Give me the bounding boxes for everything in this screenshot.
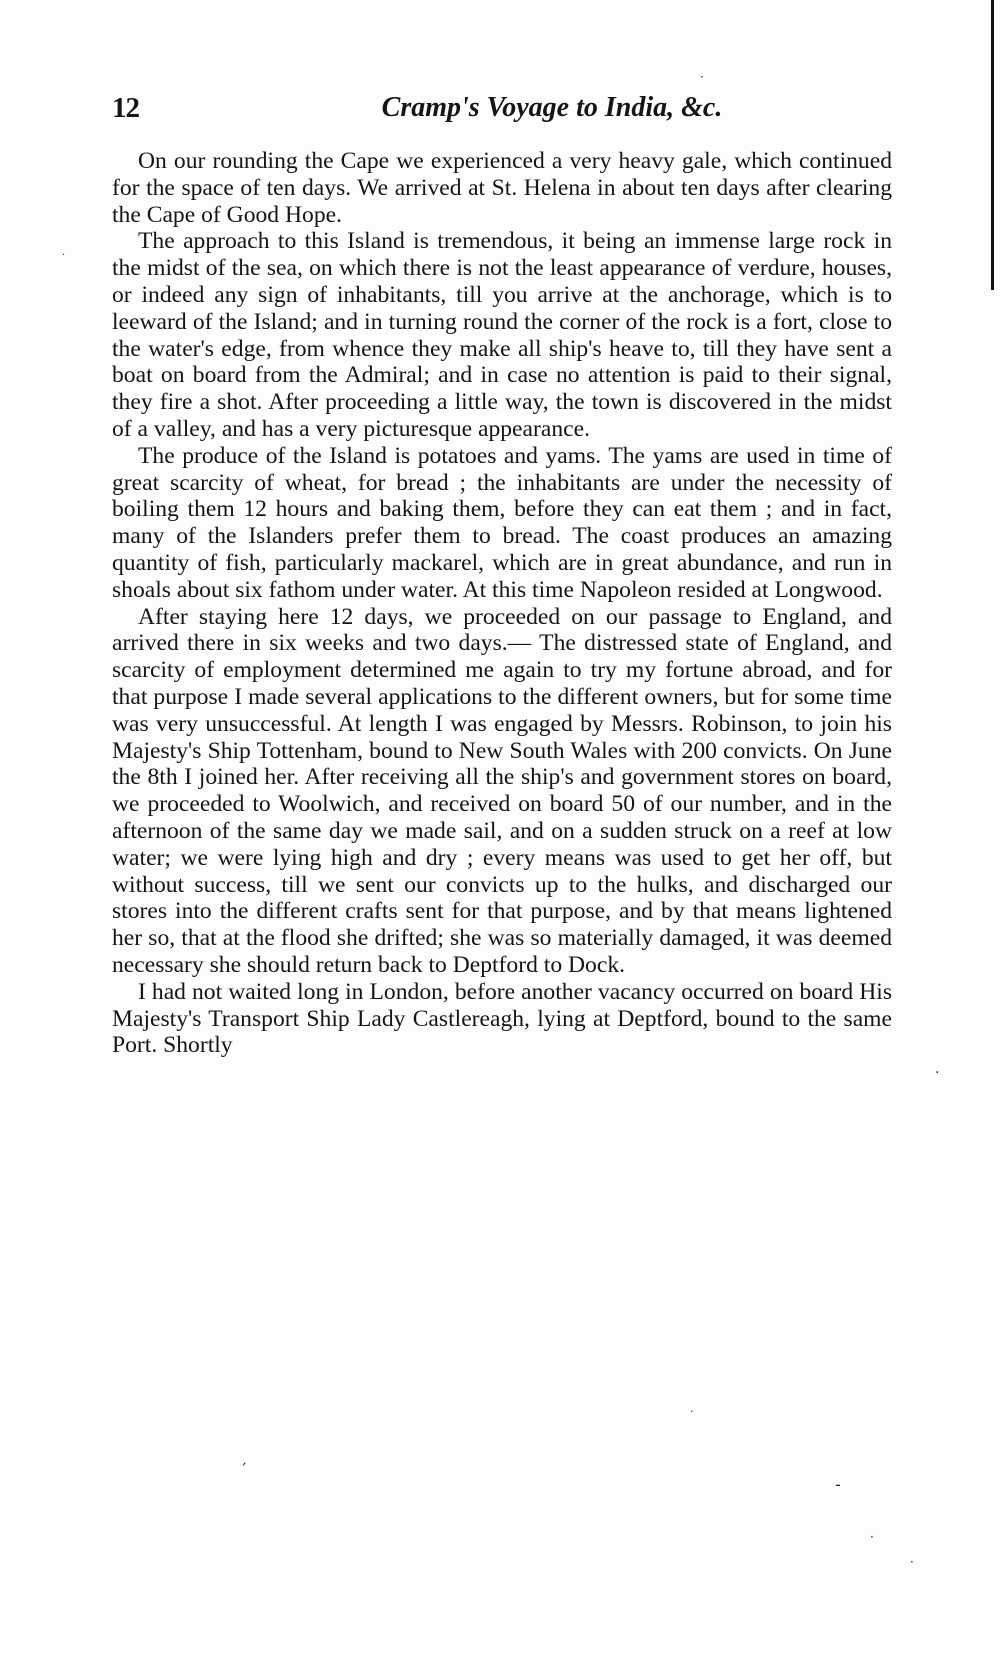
- page-edge-rule: [991, 0, 994, 290]
- scan-speck: ˏ: [240, 1450, 247, 1466]
- paragraph-island-approach: The approach to this Island is tremendous, it being an immense large rock in the midst of the sea, on which there is not the least appearance of verdure, houses, or indeed any sign of inhabitants, till you arrive at the anchorage, which is to leeward of the Island; and in turning round the corner of the rock is a fort, close to the water's edge, from whence they make all ship's heave to, till they have sent a boat on board from the Admiral; and in case no attention is paid to their signal, they fire a shot. After proceeding a little way, the town is discovered in the midst of a valley, and has a very picturesque appearance.: [112, 228, 892, 442]
- scan-speck: ·: [700, 70, 704, 84]
- running-title: Cramp's Voyage to India, &c.: [381, 92, 723, 123]
- scan-speck: ·: [690, 1405, 694, 1418]
- paragraph-lady-castlereagh: I had not waited long in London, before another vacancy occurred on board His Majesty's Transport Ship Lady Castlereagh, lying at Deptford, bound to the same Port. Shortly: [112, 978, 892, 1059]
- scan-speck: ·: [870, 1530, 874, 1544]
- paragraph-island-produce: The produce of the Island is potatoes and yams. The yams are used in time of great scarcity of wheat, for bread ; the inhabitants are under the necessity of boiling them 12 hours and baking them, before they can eat them ; and in fact, many of the Islanders prefer them to bread. The coast produces an amazing quantity of fish, particularly mackarel, which are in great abundance, and run in shoals about six fathom under water. At this time Napoleon resided at Longwood.: [112, 442, 892, 603]
- scan-speck: ·: [935, 1065, 940, 1081]
- scan-speck: ·: [910, 1555, 914, 1569]
- body-text: [112, 148, 892, 1059]
- paragraph-cape-gale: On our rounding the Cape we experienced a very heavy gale, which continued for the space of ten days. We arrived at St. Helena in about ten days after clearing the Cape of Good Hope.: [112, 148, 892, 228]
- scan-speck: -: [835, 1475, 841, 1494]
- page-number: 12: [112, 92, 139, 124]
- scan-speck: ·: [62, 250, 66, 261]
- page-header: [112, 92, 892, 132]
- paragraph-england-tottenham: After staying here 12 days, we proceeded on our passage to England, and arrived there in six weeks and two days.— The distressed state of England, and scarcity of employment determined me again to try my fortune abroad, and for that purpose I made several applications to the different owners, but for some time was very unsuccessful. At length I was engaged by Messrs. Robinson, to join his Majesty's Ship Tottenham, bound to New South Wales with 200 convicts. On June the 8th I joined her. After receiving all the ship's and government stores on board, we proceeded to Woolwich, and received on board 50 of our number, and in the afternoon of the same day we made sail, and on a sudden struck on a reef at low water; we were lying high and dry ; every means was used to get her off, but without success, till we sent our convicts up to the hulks, and discharged our stores into the different crafts sent for that purpose, and by that means lightened her so, that at the flood she drifted; she was so materially damaged, it was deemed necessary she should return back to Deptford to Dock.: [112, 603, 892, 978]
